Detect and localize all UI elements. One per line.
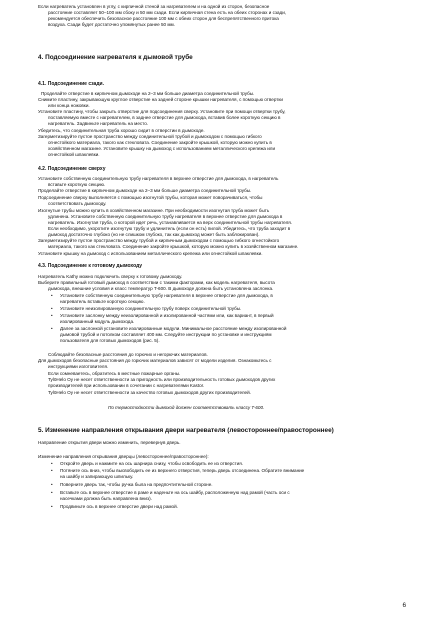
section-4-1-heading: 4.1. Подсоединение сзади. bbox=[38, 81, 104, 87]
bullet-item: • Далее за заслонкой установите изолированные модули. Минимальное расстояние между изолированной bbox=[60, 326, 286, 332]
intro-line: рекомендуется обеспечить безопасное расстояние 100 мм с обеих сторон для беспрепятственного притока bbox=[48, 16, 279, 21]
text-line: Установите пластину, чтобы закрыть отверстие для подсоединения сверху. Установите при помощи отвертки трубу, bbox=[38, 109, 286, 114]
text-line: нагреватель. Задвиньте нагреватель на место. bbox=[48, 121, 149, 126]
bullet-item: • Установите собственную соединительную трубу нагревателя в верхнее отверстие для дымохода, в bbox=[60, 293, 273, 299]
text-line: Соблюдайте безопасные расстояния до горючих и негорючих материалов. bbox=[48, 352, 208, 357]
chimney-class-note: По термостойкости дымоход должен соответствовать классу T-600. bbox=[108, 405, 265, 410]
text-line: Если необходимо, укоротите изогнутую трубу и удлинитель (если он есть) пилой. Убедитесь, что труба заходит в bbox=[48, 226, 291, 231]
text-line: поставляемую вместе с нагревателем, в заднее отверстие для дымохода, вставив более короткую секцию в bbox=[48, 115, 281, 120]
bullet-item: • Поверните дверь так, чтобы ручка была на предпочтительной стороне. bbox=[60, 482, 213, 488]
bullet-continuation: нагреватель вставьте короткую секцию. bbox=[60, 299, 145, 304]
page-number: 6 bbox=[402, 602, 406, 609]
text-line: Установите собственную соединительную трубу нагревателя в верхнее отверстие для дымохода, в нагреватель bbox=[38, 176, 279, 181]
text-line: Установите крышку на дымоход с использованием металлического крепежа или огнестойкой шпаклевки. bbox=[38, 251, 263, 256]
bullet-item: • Потяните ось вниз, чтобы высвободить ее из верхнего отверстия, теперь дверь отсоединена. Обратите внимание bbox=[60, 468, 304, 474]
text-line: инструкциями изготовителя. bbox=[48, 364, 109, 369]
text-line: Нагреватель Kathy можно подключить сверху к готовому дымоходу. bbox=[38, 274, 183, 279]
text-line: вставьте короткую секцию. bbox=[48, 182, 106, 187]
bullet-continuation: пользователя для готовых дымоходов (рис. 5). bbox=[60, 338, 160, 343]
text-line: дымоход достаточно глубоко (но не слишком глубоко, так как дымоход может быть заблокирован). bbox=[48, 232, 260, 237]
text-line: Убедитесь, что соединительная труба хорошо сидит в отверстии в дымоходе. bbox=[38, 128, 205, 133]
intro-line: воздуха. Сзади будет достаточно упомянутых ранее 50 мм. bbox=[48, 22, 175, 27]
text-line: Для дымоходов безопасные расстояния до горючих материалов зависят от модели изделия. Ознакомьтесь с bbox=[38, 358, 272, 363]
text-line: или конца ножовки. bbox=[48, 103, 90, 108]
bullet-item: • Вставьте ось в верхнее отверстие в раме и наденьте на ось шайбу, расположенную над рамой (часть оси с bbox=[60, 490, 290, 496]
bullet-item: • Установите неизолированную соединительную трубу поверх соединительной трубы. bbox=[60, 306, 241, 312]
text-line: огнестойкого материала, такого как стекловата. Соединение закройте крышкой, которую можно купить в bbox=[48, 140, 272, 145]
text-line: соответствовать дымоходу. bbox=[48, 201, 107, 206]
section-4-3-heading: 4.3. Подсоединение к готовому дымоходу bbox=[38, 263, 143, 269]
text-line: Загерметизируйте пустое пространство между трубой и кирпичным дымоходом с помощью гибкого огнестойкого bbox=[38, 238, 280, 243]
text-line: Загерметизируйте пустое пространство между соединительной трубой и дымоходом с помощью гибкого bbox=[38, 134, 262, 139]
text-line: TylöHelo Oy не несет ответственности за пригодность или производительность готовых дымоходов других bbox=[48, 377, 276, 382]
section-5-lead: Направление открытия двери можно изменить, перевернув дверь. bbox=[38, 440, 181, 445]
bullet-continuation: на шайбу и запирающую шпильку. bbox=[60, 474, 134, 479]
bullet-item: • Установите заслонку между неизолированной и изолированной частями или, как вариант, в первый bbox=[60, 313, 274, 319]
bullet-continuation: изолированный модуль дымохода. bbox=[60, 319, 135, 324]
section-4-heading: 4. Подсоединение нагревателя к дымовой трубе bbox=[38, 54, 193, 61]
section-4-2-heading: 4.2. Подсоединение сверху bbox=[38, 166, 106, 172]
bullet-continuation: дымовой трубой и потолком составляет 400 мм. Следуйте инструкции по установке и инструкциям bbox=[60, 332, 272, 337]
text-line: производителей при использовании в сочетании с нагревателями Kastor. bbox=[48, 383, 205, 388]
text-line: материала, такого как стекловата. Соединение закройте крышкой, которую можно купить в хозяйственном магазине. bbox=[48, 244, 299, 249]
intro-line: Если нагреватель установлен в углу, с кирпичной стеной за нагревателем и на одной из сторон, безопасное bbox=[38, 4, 270, 9]
text-line: Проделайте отверстие в кирпичном дымоходе на 2–3 мм больше диаметра соединительной трубы. bbox=[38, 188, 252, 193]
bullet-item: • Откройте дверь и нажмите на ось шарнира снизу, чтобы освободить ее из отверстия. bbox=[60, 461, 243, 467]
text-line: Если сомневаетесь, обратитесь в местные пожарные органы. bbox=[48, 371, 181, 376]
section-5-heading: 5. Изменение направления открывания двери нагревателя (левостороннее/правостороннее) bbox=[38, 427, 334, 434]
text-line: Подсоединение сверху выполняется с помощью изогнутой трубы, которая может поворачиваться, чтобы bbox=[38, 195, 263, 200]
text-line: Проделайте отверстие в кирпичном дымоходе на 2–3 мм больше диаметра соединительной трубы. bbox=[41, 91, 255, 96]
text-line: нагреватель. Изогнутая труба, о которой идет речь, устанавливается на верх соединительной трубы нагревателя. bbox=[48, 220, 293, 225]
text-line: Снимите пластину, закрывающую круглое отверстие на задней стороне крышки нагревателя, с помощью отвертки bbox=[38, 97, 283, 102]
text-line: Изогнутые трубы можно купить в хозяйственном магазине. При необходимости изогнутая труба может быть bbox=[38, 208, 270, 213]
text-line: дымохода, внешние условия и класс температур T-600. В дымоходе должна быть установлена заслонка. bbox=[48, 286, 274, 291]
text-line: хозяйственном магазине. Установите крышку на дымоход с использованием металлического крепежа или bbox=[48, 146, 276, 151]
text-line: Выберите правильный готовый дымоход в соответствии с такими факторами, как модель нагревателя, высота bbox=[38, 280, 275, 285]
intro-line: расстояние составляет 50–100 мм сбоку и 50 мм сзади. Если кирпичная стена есть на обеих сторонах и сзади, bbox=[48, 10, 287, 15]
text-line: огнестойкой шпаклевки. bbox=[48, 152, 100, 157]
text-line: TylöHelo Oy не несет ответственности за качество готовых дымоходов других производителей. bbox=[48, 390, 251, 395]
text-line: удлинена. Установите собственную соединительную трубу нагревателя в верхнее отверстие для дымохода в bbox=[48, 214, 283, 219]
bullet-item: • Продвиньте ось в верхнее отверстие двери над рамой. bbox=[60, 504, 178, 510]
section-5-subheading: Изменение направления открывания дверцы (левостороннее/правостороннее): bbox=[38, 454, 209, 459]
bullet-continuation: насечками должна быть направлена вниз). bbox=[60, 496, 152, 501]
